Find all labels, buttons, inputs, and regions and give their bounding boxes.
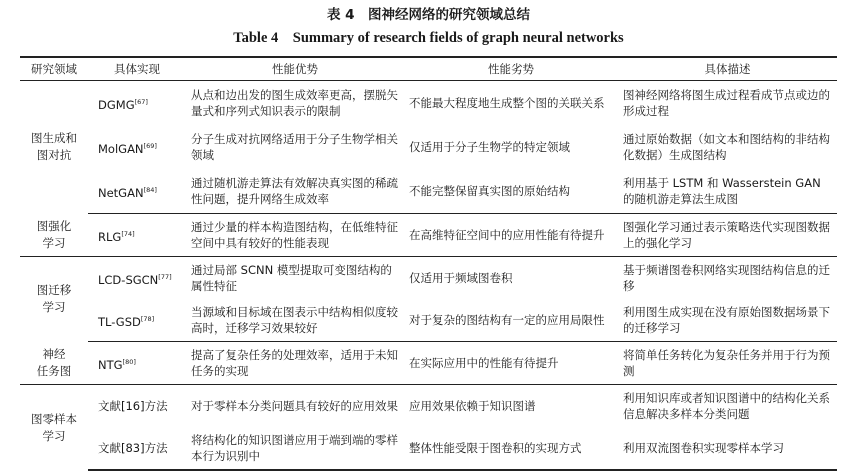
method-name: NTG — [98, 357, 123, 372]
description-cell: 图强化学习通过表示策略迭代实现图数据上的强化学习 — [618, 214, 837, 257]
description-cell: 图神经网络将图生成过程看成节点或边的形成过程 — [623, 88, 830, 118]
method-cell — [88, 214, 186, 257]
method-name: DGMG — [98, 97, 135, 112]
research-field-line: 图强化 — [36, 218, 72, 233]
method-name: TL-GSD — [98, 314, 141, 329]
advantage-cell: 从点和边出发的图生成效率更高，摆脱矢量式和序列式知识表示的限制 — [191, 88, 398, 118]
table-row — [20, 385, 837, 428]
header-disadvantages: 性能劣势 — [404, 57, 618, 81]
header-advantages: 性能优势 — [186, 57, 404, 81]
description-cell: 利用基于 LSTM 和 Wasserstein GAN 的随机游走算法生成图 — [618, 169, 837, 214]
disadvantage-cell: 在高维特征空间中的应用性能有待提升 — [404, 214, 618, 257]
disadvantage-cell: 整体性能受限于图卷积的实现方式 — [404, 427, 618, 470]
description-cell: 将简单任务转化为复杂任务并用于行为预测 — [618, 342, 837, 385]
table-caption-english: Table 4 Summary of research fields of graph neural networks — [233, 30, 624, 46]
disadvantage-cell: 仅适用于频域图卷积 — [409, 271, 513, 285]
research-field-line: 神经 — [42, 346, 66, 361]
research-field-line: 学习 — [42, 235, 66, 250]
table-row — [20, 125, 837, 169]
method-cell — [88, 257, 186, 300]
table-caption-chinese: 表 4 图神经网络的研究领域总结 — [326, 7, 531, 23]
advantage-cell: 分子生成对抗网络适用于分子生物学相关领域 — [191, 132, 398, 162]
table-row — [20, 169, 837, 214]
research-field-line: 图生成和 — [31, 131, 77, 146]
reference-number: [69] — [143, 141, 157, 150]
method-name: NetGAN — [98, 185, 144, 200]
method-name: MolGAN — [98, 141, 144, 156]
method-cell — [88, 125, 186, 169]
advantage-cell: 通过随机游走算法有效解决真实图的稀疏性问题，提升网络生成效率 — [186, 169, 404, 214]
advantage-cell: 对于零样本分类问题具有较好的应用效果 — [191, 399, 398, 413]
disadvantage-cell: 对于复杂的图结构有一定的应用局限性 — [404, 299, 618, 342]
description-cell: 利用知识库或者知识图谱中的结构化关系信息解决多样本分类问题 — [623, 391, 830, 421]
reference-number: [67] — [134, 97, 148, 106]
research-field-cell — [20, 342, 88, 385]
research-field-cell — [20, 81, 88, 214]
table-row — [20, 427, 837, 470]
header-description: 具体描述 — [618, 57, 837, 81]
table-row — [20, 299, 837, 342]
header-research-field: 研究领域 — [20, 57, 88, 81]
advantage-cell: 通过少量的样本构造图结构，在低维特征空间中具有较好的性能表现 — [186, 214, 404, 257]
reference-number: [74] — [121, 229, 135, 238]
research-field-line: 学习 — [42, 300, 66, 315]
description-cell: 利用图生成实现在没有原始图数据场景下的迁移学习 — [618, 299, 837, 342]
disadvantage-cell: 仅适用于分子生物学的特定领域 — [409, 140, 570, 154]
reference-number: [78] — [140, 314, 155, 323]
advantage-cell: 通过局部 SCNN 模型提取可变图结构的属性特征 — [191, 263, 392, 293]
method-cell — [88, 299, 186, 342]
research-field-cell — [20, 214, 88, 257]
table-row — [20, 214, 837, 257]
advantage-cell: 当源域和目标域在图表示中结构相似度较高时，迁移学习效果较好 — [186, 299, 404, 342]
table-row — [20, 81, 837, 126]
table-row — [20, 257, 837, 300]
disadvantage-cell: 不能最大程度地生成整个图的关联关系 — [409, 96, 605, 110]
method-cell — [88, 342, 186, 385]
advantage-cell: 提高了复杂任务的处理效率，适用于未知任务的实现 — [186, 342, 404, 385]
description-cell: 利用双流图卷积实现零样本学习 — [618, 427, 837, 470]
table-row — [20, 342, 837, 385]
method-cell — [88, 81, 186, 126]
research-field-line: 图对抗 — [36, 148, 72, 163]
method-name: 文献[16]方法 — [98, 399, 168, 413]
reference-number: [80] — [122, 357, 136, 366]
research-field-line: 图迁移 — [36, 283, 72, 298]
reference-number: [84] — [143, 185, 157, 194]
research-field-cell — [20, 385, 88, 471]
disadvantage-cell: 不能完整保留真实图的原始结构 — [404, 169, 618, 214]
research-field-line: 学习 — [42, 428, 66, 443]
advantage-cell: 将结构化的知识图谱应用于端到端的零样本行为识别中 — [186, 427, 404, 470]
reference-number: [77] — [158, 272, 172, 281]
summary-table — [20, 56, 837, 471]
disadvantage-cell: 在实际应用中的性能有待提升 — [404, 342, 618, 385]
method-name: LCD-SGCN — [98, 272, 159, 287]
method-cell — [88, 427, 186, 470]
method-cell — [88, 385, 186, 428]
description-cell: 通过原始数据（如文本和图结构的非结构化数据）生成图结构 — [623, 132, 830, 162]
method-name: RLG — [98, 229, 122, 244]
header-row — [20, 57, 837, 81]
method-cell — [88, 169, 186, 214]
method-name: 文献[83]方法 — [98, 441, 168, 455]
research-field-line: 任务图 — [36, 363, 72, 378]
disadvantage-cell: 应用效果依赖于知识图谱 — [409, 399, 536, 413]
description-cell: 基于频谱图卷积网络实现图结构信息的迁移 — [623, 263, 830, 293]
research-field-line: 图零样本 — [31, 411, 77, 426]
research-field-cell — [20, 257, 88, 342]
header-implementation: 具体实现 — [88, 57, 186, 81]
